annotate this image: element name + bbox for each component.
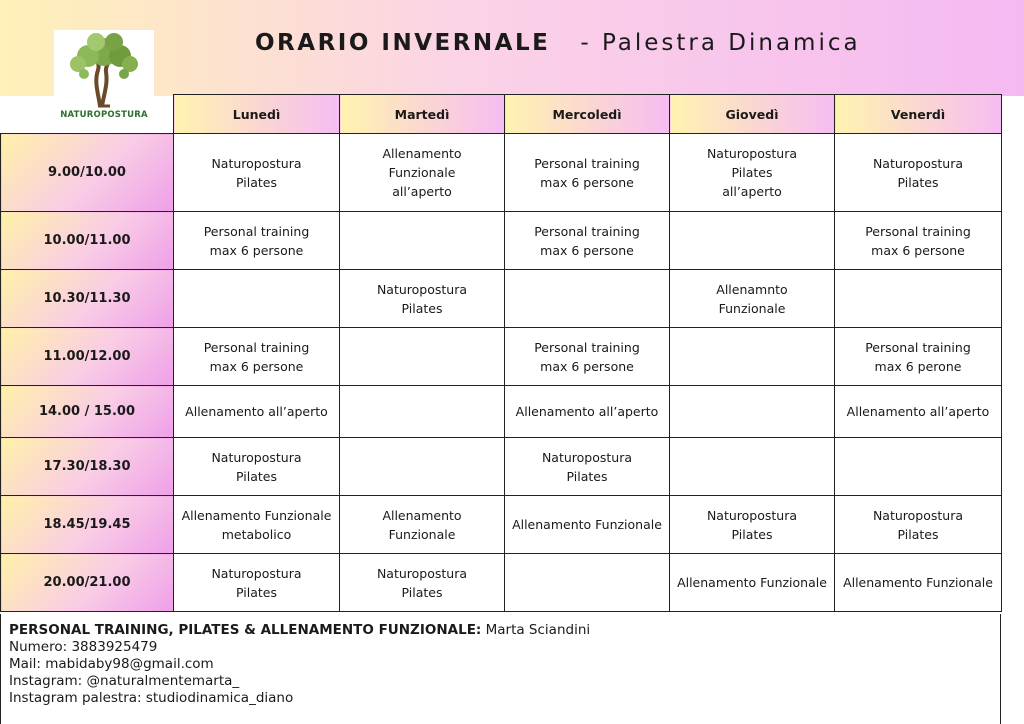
class-cell: [174, 212, 340, 270]
time-slot: 14.00 / 15.00: [1, 386, 174, 438]
class-cell: [174, 328, 340, 386]
class-line: Funzionale: [388, 165, 456, 180]
class-line: Personal training: [534, 223, 640, 239]
class-line: Allenamento Funzionale: [181, 507, 332, 523]
class-line: Personal training: [534, 339, 640, 355]
class-line: Allenamento Funzionale: [677, 575, 827, 590]
class-cell: [835, 438, 1002, 496]
schedule-row: [1, 328, 1002, 386]
schedule-row: [1, 134, 1002, 212]
corner-cell: [1, 95, 174, 134]
class-line: Allenamnto: [716, 281, 788, 297]
class-cell: [835, 496, 1002, 554]
footer-instagram-gym: Instagram palestra: studiodinamica_diano: [9, 690, 294, 706]
class-cell: [340, 438, 505, 496]
class-cell: [340, 386, 505, 438]
class-line: Naturopostura: [872, 155, 964, 171]
class-line: Allenamento all’aperto: [185, 404, 328, 419]
time-slot: 18.45/19.45: [1, 496, 174, 554]
class-cell: [340, 328, 505, 386]
time-slot: 9.00/10.00: [1, 134, 174, 212]
class-cell: [835, 134, 1002, 212]
class-line: max 6 persone: [540, 174, 634, 190]
class-cell: [835, 328, 1002, 386]
day-friday: Venerdì: [835, 95, 1002, 134]
class-line: max 6 persone: [540, 358, 634, 374]
class-cell: [670, 496, 835, 554]
class-line: Naturopostura: [211, 565, 302, 581]
class-line: Pilates: [236, 468, 277, 484]
class-cell: [670, 328, 835, 386]
class-line: Naturopostura: [376, 565, 468, 581]
footer-phone: Numero: 3883925479: [9, 639, 158, 655]
title-sub: - Palestra Dinamica: [580, 30, 861, 56]
schedule-row: [1, 496, 1002, 554]
day-header-row: [1, 95, 1002, 134]
class-line: Pilates: [401, 300, 443, 316]
class-cell: [505, 270, 670, 328]
class-line: Naturopostura: [211, 155, 302, 171]
class-line: Allenamento: [382, 146, 462, 161]
class-line: Naturopostura: [872, 507, 964, 523]
class-cell: [505, 438, 670, 496]
class-line: Funzionale: [388, 526, 456, 542]
day-monday: Lunedì: [174, 95, 340, 134]
class-cell: [505, 554, 670, 612]
class-cell: [670, 134, 835, 212]
class-line: Personal training: [203, 223, 310, 239]
class-line: Personal training: [865, 339, 971, 355]
class-cell: [505, 134, 670, 212]
class-cell: [174, 554, 340, 612]
class-cell: [670, 438, 835, 496]
class-line: Allenamento: [382, 507, 462, 523]
class-line: Pilates: [566, 468, 608, 484]
class-cell: [670, 554, 835, 612]
logo-text: NATUROPOSTURA: [60, 110, 148, 120]
footer-heading: PERSONAL TRAINING, PILATES & ALLENAMENTO FUNZIONALE:: [9, 622, 482, 638]
class-line: Pilates: [731, 165, 773, 180]
class-line: Allenamento all’aperto: [515, 404, 659, 419]
day-tuesday: Martedì: [340, 95, 505, 134]
class-line: Personal training: [203, 339, 310, 355]
class-cell: [340, 212, 505, 270]
day-wednesday: Mercoledì: [505, 95, 670, 134]
class-cell: [505, 496, 670, 554]
class-line: Pilates: [401, 584, 443, 600]
footer-mail: Mail: mabidaby98@gmail.com: [9, 656, 214, 672]
class-line: Pilates: [236, 174, 277, 190]
class-line: max 6 persone: [540, 242, 634, 258]
schedule-row: [1, 438, 1002, 496]
day-thursday: Giovedì: [670, 95, 835, 134]
class-line: Naturopostura: [541, 449, 633, 465]
time-slot: 10.30/11.30: [1, 270, 174, 328]
class-cell: [835, 212, 1002, 270]
class-line: Allenamento Funzionale: [843, 575, 993, 590]
class-cell: [174, 438, 340, 496]
class-line: max 6 persone: [209, 358, 304, 374]
class-cell: [174, 496, 340, 554]
class-line: max 6 persone: [209, 242, 304, 258]
class-line: Naturopostura: [706, 146, 798, 161]
class-line: Pilates: [897, 526, 939, 542]
class-line: Naturopostura: [706, 507, 798, 523]
class-line: Personal training: [534, 155, 640, 171]
class-line: Pilates: [731, 526, 773, 542]
class-cell: [670, 270, 835, 328]
class-line: Funzionale: [718, 300, 786, 316]
class-cell: [835, 270, 1002, 328]
schedule-body: [1, 134, 1002, 612]
class-cell: [835, 554, 1002, 612]
class-cell: [505, 328, 670, 386]
class-line: all’aperto: [392, 184, 452, 199]
time-slot: 17.30/18.30: [1, 438, 174, 496]
schedule-row: [1, 270, 1002, 328]
page-title: [255, 30, 861, 56]
title-main: ORARIO INVERNALE: [255, 30, 551, 56]
class-line: Personal training: [865, 223, 971, 239]
schedule-table: [0, 94, 1002, 612]
trainer-name: Marta Sciandini: [481, 622, 591, 638]
footer-heading-line: [9, 622, 992, 639]
class-cell: [670, 212, 835, 270]
time-slot: 11.00/12.00: [1, 328, 174, 386]
class-line: Naturopostura: [376, 281, 468, 297]
class-line: max 6 persone: [871, 242, 965, 258]
class-cell: [174, 270, 340, 328]
schedule-row: [1, 554, 1002, 612]
class-line: Pilates: [236, 584, 277, 600]
class-cell: [174, 134, 340, 212]
class-line: max 6 perone: [874, 358, 962, 374]
class-cell: [340, 270, 505, 328]
class-cell: [340, 496, 505, 554]
class-cell: [505, 212, 670, 270]
class-cell: [670, 386, 835, 438]
contact-footer: [0, 614, 1001, 724]
class-cell: [174, 386, 340, 438]
class-line: Pilates: [897, 174, 939, 190]
footer-instagram: Instagram: @naturalmentemarta_: [9, 673, 240, 689]
class-cell: [835, 386, 1002, 438]
class-cell: [340, 554, 505, 612]
class-line: Allenamento all’aperto: [846, 404, 990, 419]
schedule-row: [1, 386, 1002, 438]
class-cell: [505, 386, 670, 438]
class-line: Allenamento Funzionale: [512, 517, 662, 532]
time-slot: 10.00/11.00: [1, 212, 174, 270]
class-line: all’aperto: [722, 184, 782, 199]
class-line: metabolico: [221, 526, 292, 542]
class-cell: [340, 134, 505, 212]
time-slot: 20.00/21.00: [1, 554, 174, 612]
class-line: Naturopostura: [211, 449, 302, 465]
schedule-row: [1, 212, 1002, 270]
